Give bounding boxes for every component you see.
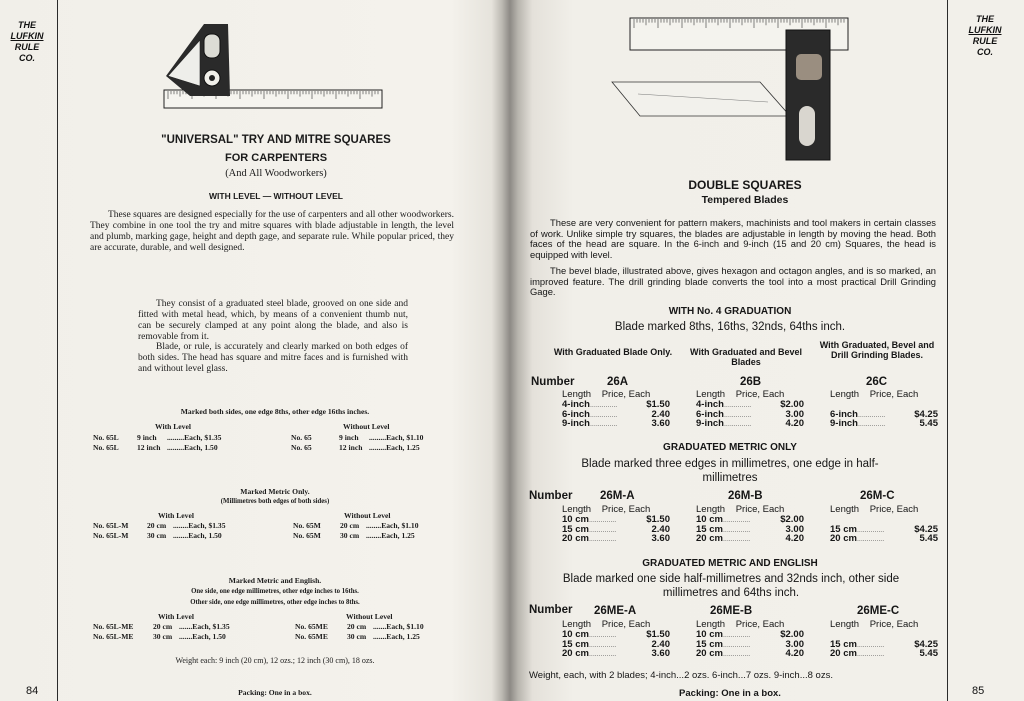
item-size: 20 cm (340, 521, 360, 530)
without-level-label: Without Level (344, 511, 391, 520)
with-level-label: With Level (158, 612, 194, 621)
table-row (93, 622, 424, 632)
model-number: 26M-B (728, 490, 763, 502)
item-size: 20 cm (347, 622, 367, 631)
with-level-label: With Level (155, 422, 191, 431)
left-weight-note: Weight each: 9 inch (20 cm), 12 ozs.; 12 inch (30 cm), 18 ozs. (175, 656, 375, 665)
price-row: 15 cm .............. $4.25 (830, 638, 938, 650)
model-number: 26ME-C (857, 605, 900, 617)
lufkin-logo-left (4, 20, 50, 64)
item-price: .........Each, $1.10 (369, 433, 424, 442)
item-price: ........Each, $1.35 (173, 521, 226, 530)
number-label: Number (529, 490, 573, 502)
item-size: 30 cm (147, 531, 167, 540)
price-section-1 (562, 390, 942, 430)
item-number: No. 65 (291, 443, 312, 452)
model-number: 26B (740, 376, 762, 388)
table-row (93, 433, 423, 443)
logo-text: LUFKIN (968, 25, 1002, 35)
group-subheading: Other side, one edge millimetres, other edge inches to 8ths. (190, 599, 360, 606)
item-number: No. 65L-M (93, 521, 129, 530)
logo-text: RULE (972, 36, 998, 46)
item-number: No. 65L (93, 443, 119, 452)
without-level-label: Without Level (346, 612, 393, 621)
left-margin-rule (57, 0, 58, 701)
without-level-label: Without Level (343, 422, 390, 431)
right-margin-rule (947, 0, 948, 701)
metric-english-title: GRADUATED METRIC AND ENGLISH (642, 558, 818, 569)
right-intro-paragraph: These are very convenient for pattern makers, machinists and tool makers in certain classes of work. Unlike simple try squares, the blades are adjustable in length by moving the head. Both faces of the head are square. In the 6-inch and 9-inch (15 and 20 cm) Squares, the head is equipped with level. (530, 217, 936, 260)
logo-text: THE (18, 20, 36, 30)
group-heading: Marked Metric and English. (228, 576, 322, 585)
price-row: 20 cm .............. 5.45 (830, 648, 938, 659)
left-intro-paragraph: These squares are designed especially for the use of carpenters and all other woodworkers. They combine in one tool the try and mitre squares with blade adjustable in length, the level and plumb, marking gage, height and depth gage, and separate rule. While popular priced, they are accurate, durable, and well designed. (90, 210, 454, 253)
lufkin-logo-right (962, 14, 1008, 58)
price-table (93, 622, 424, 642)
double-square-illustration (608, 14, 858, 164)
item-price: .......Each, 1.25 (373, 632, 420, 641)
price-table (93, 433, 423, 453)
metric-english-description: Blade marked one side half-millimetres and 32nds inch, other side millimetres and 64ths inch. (562, 573, 900, 599)
item-number: No. 65L-ME (93, 622, 134, 631)
price-section-3 (562, 620, 942, 660)
item-number: No. 65M (293, 531, 321, 540)
graduation-description: Blade marked 8ths, 16ths, 32nds, 64ths inch. (614, 321, 846, 333)
item-size: 30 cm (153, 632, 173, 641)
price-row: 10 cm .............. $2.00 (696, 629, 804, 640)
item-size: 20 cm (147, 521, 167, 530)
item-price: .........Each, 1.25 (369, 443, 420, 452)
item-price: ........Each, 1.50 (173, 531, 222, 540)
table-row (93, 632, 424, 642)
logo-text: CO. (976, 47, 993, 57)
logo-text: THE (976, 14, 994, 24)
item-price: .......Each, $1.10 (373, 622, 424, 631)
item-size: 20 cm (153, 622, 173, 631)
col-head-2: With Graduated and Bevel Blades (690, 347, 802, 367)
table-row (93, 443, 423, 453)
group-subheading: One side, one edge millimetres, other edge inches to 16ths. (191, 588, 359, 595)
item-size: 12 inch (137, 443, 161, 452)
model-number: 26M-C (860, 490, 895, 502)
item-number: No. 65 (291, 433, 312, 442)
page-number-right: 85 (972, 685, 985, 697)
item-price: ........Each, $1.10 (366, 521, 419, 530)
item-price: .........Each, $1.35 (167, 433, 222, 442)
item-size: 30 cm (340, 531, 360, 540)
right-bevel-paragraph: The bevel blade, illustrated above, gives hexagon and octagon angles, and is so marked, an improved feature. The drill grinding blade converts the tool into a most practical Drill Grinding Gage. (530, 265, 936, 297)
table-row (93, 531, 419, 541)
price-row: 20 cm .............. 3.60 (562, 533, 670, 544)
price-row: 20 cm .............. 4.20 (696, 533, 804, 544)
price-row: 15 cm .............. 2.40 (562, 638, 670, 650)
price-row: 9-inch .............. 5.45 (830, 418, 938, 429)
item-number: No. 65L-M (93, 531, 129, 540)
column-header: Length Price, Each (830, 389, 919, 400)
left-variant: WITH LEVEL — WITHOUT LEVEL (209, 191, 343, 201)
item-number: No. 65L-ME (93, 632, 134, 641)
item-price: .........Each, 1.50 (167, 443, 218, 452)
price-row: 15 cm .............. $4.25 (830, 523, 938, 535)
price-section-2 (562, 505, 942, 545)
model-number: 26ME-A (594, 605, 637, 617)
price-row: 15 cm .............. 2.40 (562, 523, 670, 535)
left-subtitle-2: (And All Woodworkers) (225, 168, 327, 179)
price-row: 20 cm .............. 3.60 (562, 648, 670, 659)
price-row: 9-inch .............. 4.20 (696, 418, 804, 429)
item-price: ........Each, 1.25 (366, 531, 415, 540)
metric-title: GRADUATED METRIC ONLY (663, 442, 797, 453)
right-packing-note: Packing: One in a box. (679, 688, 781, 699)
item-number: No. 65L (93, 433, 119, 442)
left-subtitle: FOR CARPENTERS (224, 152, 328, 164)
item-number: No. 65M (293, 521, 321, 530)
left-packing-note: Packing: One in a box. (238, 688, 312, 697)
col-head-1: With Graduated Blade Only. (553, 347, 673, 357)
metric-description: Blade marked three edges in millimetres, one edge in half-millimetres (581, 458, 879, 484)
column-header: Length Price, Each (830, 504, 919, 515)
price-row: 15 cm .............. 3.00 (696, 523, 804, 535)
price-row: 10 cm .............. $1.50 (562, 629, 670, 640)
price-row: 6-inch .............. $4.25 (830, 408, 938, 420)
price-row: 15 cm .............. 3.00 (696, 638, 804, 650)
right-weight-note: Weight, each, with 2 blades; 4-inch...2 ozs. 6-inch...7 ozs. 9-inch...8 ozs. (529, 670, 833, 681)
price-row: 6-inch .............. 2.40 (562, 408, 670, 420)
model-number: 26ME-B (710, 605, 753, 617)
price-row: 4-inch .............. $2.00 (696, 399, 804, 410)
column-header: Length Price, Each (562, 504, 651, 515)
price-row: 10 cm .............. $2.00 (696, 514, 804, 525)
with-level-label: With Level (158, 511, 194, 520)
item-number: No. 65ME (295, 622, 328, 631)
item-size: 9 inch (339, 433, 359, 442)
logo-text: LUFKIN (10, 31, 44, 41)
model-number: 26M-A (600, 490, 635, 502)
item-price: .......Each, $1.35 (179, 622, 230, 631)
col-head-3: With Graduated, Bevel and Drill Grinding Blades. (819, 340, 935, 360)
number-label: Number (529, 604, 573, 616)
right-subtitle: Tempered Blades (701, 194, 789, 206)
group-heading: Marked both sides, one edge 8ths, other edge 16ths inches. (180, 407, 370, 416)
column-header: Length Price, Each (562, 389, 651, 400)
item-size: 9 inch (137, 433, 157, 442)
item-number: No. 65ME (295, 632, 328, 641)
group-heading: Marked Metric Only. (240, 487, 310, 496)
model-number: 26C (866, 376, 888, 388)
price-row: 6-inch .............. 3.00 (696, 408, 804, 420)
column-header: Length Price, Each (696, 389, 785, 400)
item-size: 12 inch (339, 443, 363, 452)
table-row (93, 521, 419, 531)
logo-text: RULE (14, 42, 40, 52)
price-row: 10 cm .............. $1.50 (562, 514, 670, 525)
combination-square-illustration (160, 18, 390, 114)
model-number: 26A (607, 376, 629, 388)
left-construction-paragraph: They consist of a graduated steel blade, grooved on one side and fitted with metal head, which, by means of a convenient thumb nut, can be securely clamped at any point along the blade, and also is removable from it. (138, 299, 408, 342)
price-table (93, 521, 419, 541)
left-title: "UNIVERSAL" TRY AND MITRE SQUARES (161, 134, 391, 146)
price-row: 20 cm .............. 5.45 (830, 533, 938, 544)
group-subheading: (Millimetres both edges of both sides) (220, 498, 330, 505)
price-row: 4-inch .............. $1.50 (562, 399, 670, 410)
number-label: Number (531, 376, 575, 388)
graduation-title: WITH No. 4 GRADUATION (668, 306, 792, 317)
price-row: 9-inch .............. 3.60 (562, 418, 670, 429)
price-row: 20 cm .............. 4.20 (696, 648, 804, 659)
page-number-left: 84 (26, 685, 39, 697)
right-title: DOUBLE SQUARES (688, 178, 802, 192)
column-header: Length Price, Each (830, 619, 919, 630)
item-size: 30 cm (347, 632, 367, 641)
column-header: Length Price, Each (696, 619, 785, 630)
logo-text: CO. (18, 53, 35, 63)
column-header: Length Price, Each (562, 619, 651, 630)
column-header: Length Price, Each (696, 504, 785, 515)
item-price: .......Each, 1.50 (179, 632, 226, 641)
left-blade-paragraph: Blade, or rule, is accurately and clearly marked on both edges of both sides. The head has square and mitre faces and is furnished with and without level glass. (138, 342, 408, 374)
